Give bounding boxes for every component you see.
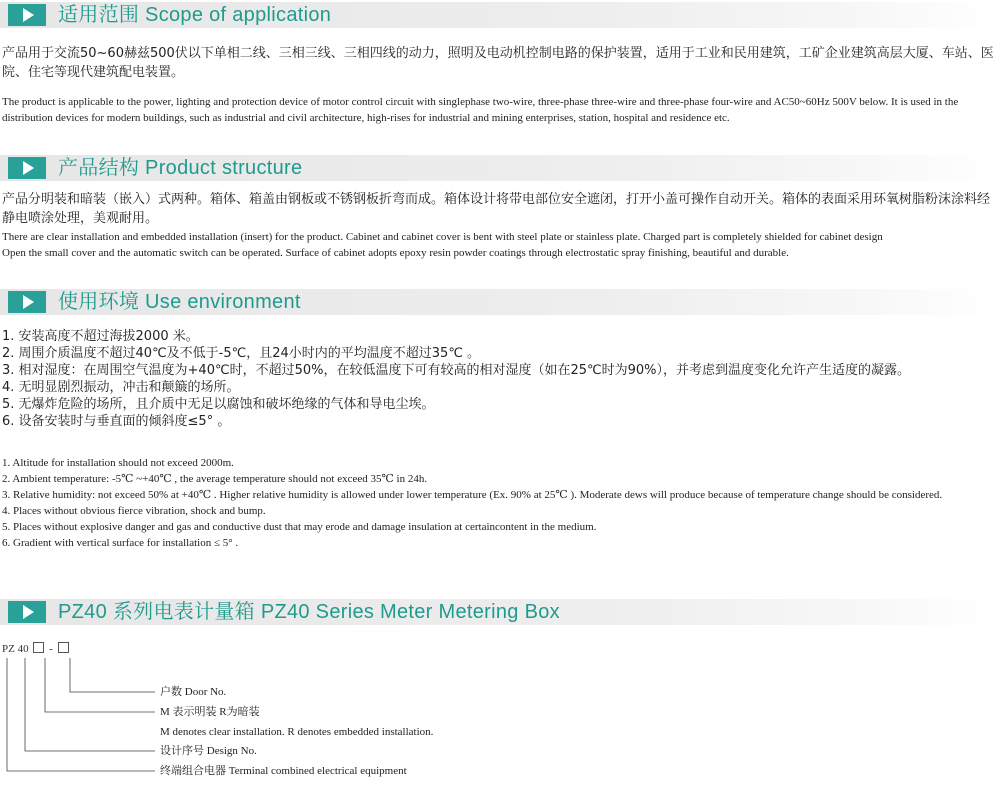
section-header-scope	[0, 2, 1000, 28]
section-header-structure	[0, 155, 1000, 181]
list-item: 4. 无明显剧烈振动，冲击和颠簸的场所。	[2, 380, 240, 395]
list-item: 5. 无爆炸危险的场所，且介质中无足以腐蚀和破坏绝缘的气体和导电尘埃。	[2, 397, 435, 412]
scope-zh-text: 产品用于交流50~60赫兹500伏以下单相二线、三相三线、三相四线的动力，照明及电动机控制电路的保护装置，适用于工业和民用建筑，工矿企业建筑高层大厦、车站、医院、住宅等现代建筑配电装置。	[2, 46, 994, 80]
list-item: 6. Gradient with vertical surface for installation ≤ 5° .	[2, 537, 239, 549]
section-title: PZ40 系列电表计量箱 PZ40 Series Meter Metering Box	[58, 601, 560, 623]
play-arrow-icon	[8, 4, 46, 26]
section-title: 使用环境 Use environment	[58, 291, 301, 313]
section-header-meter-box	[0, 599, 1000, 625]
structure-en-line: Open the small cover and the automatic switch can be operated. Surface of cabinet adopts epoxy resin powder coatings through electrostatic spray finishing, beautiful and durable.	[2, 247, 789, 259]
model-dash: -	[49, 643, 53, 655]
list-item: 1. 安装高度不超过海拔2000 米。	[2, 329, 199, 344]
model-code-diagram	[0, 640, 520, 790]
structure-en-text	[2, 229, 998, 261]
section-header-environment	[0, 289, 1000, 315]
legend-design: 设计序号 Design No.	[160, 745, 257, 757]
list-item: 3. Relative humidity: not exceed 50% at +40℃ . Higher relative humidity is allowed under lower temperature (Ex. 90% at 25℃ ). Moderate dews will produce because of temperature change should be considered.	[2, 489, 943, 501]
legend-terminal: 终端组合电器 Terminal combined electrical equipment	[160, 765, 407, 777]
legend-install-en: M denotes clear installation. R denotes embedded installation.	[160, 726, 434, 738]
environment-en-list	[2, 455, 998, 551]
list-item: 4. Places without obvious fierce vibration, shock and bump.	[2, 505, 266, 517]
scope-en-text: The product is applicable to the power, lighting and protection device of motor control circuit with singlephase two-wire, three-phase three-wire and three-phase four-wire and AC50~60Hz 500V below. It is used in the distribution devices for modern buildings, such as industrial and civil architecture, high-rises for industrial and mining enterprises, station, hospital and residence etc.	[2, 96, 959, 124]
section-title: 适用范围 Scope of application	[58, 4, 332, 26]
play-arrow-icon	[8, 601, 46, 623]
list-item: 2. Ambient temperature: -5℃ ~+40℃ , the average temperature should not exceed 35℃ in 24h.	[2, 473, 428, 485]
legend-door: 户数 Door No.	[160, 686, 227, 698]
list-item: 6. 设备安装时与垂直面的倾斜度≤5° 。	[2, 414, 231, 429]
list-item: 3. 相对湿度：在周围空气温度为+40℃时，不超过50%，在较低温度下可有较高的相对湿度（如在25℃时为90%），并考虑到温度变化允许产生适度的凝露。	[2, 363, 911, 378]
list-item: 1. Altitude for installation should not exceed 2000m.	[2, 457, 234, 469]
list-item: 2. 周围介质温度不超过40℃及不低于-5℃，且24小时内的平均温度不超过35℃ 。	[2, 346, 481, 361]
list-item: 5. Places without explosive danger and gas and conductive dust that may erode and damage insulation at certaincontent in the medium.	[2, 521, 597, 533]
model-prefix: PZ 40	[2, 643, 29, 655]
play-arrow-icon	[8, 291, 46, 313]
environment-zh-list	[2, 328, 998, 430]
legend-install-zh: M 表示明装 R为暗装	[160, 706, 260, 718]
section-title: 产品结构 Product structure	[58, 157, 303, 179]
structure-zh-text: 产品分明装和暗装（嵌入）式两种。箱体、箱盖由钢板或不锈钢板折弯而成。箱体设计将带电部位安全遮闭，打开小盖可操作自动开关。箱体的表面采用环氧树脂粉沫涂料经静电喷涂处理，美观耐用。	[2, 192, 991, 226]
structure-en-line: There are clear installation and embedded installation (insert) for the product. Cabinet and cabinet cover is bent with steel plate or stainless plate. Charged part is completely shielded for cabinet design	[2, 231, 883, 243]
play-arrow-icon	[8, 157, 46, 179]
